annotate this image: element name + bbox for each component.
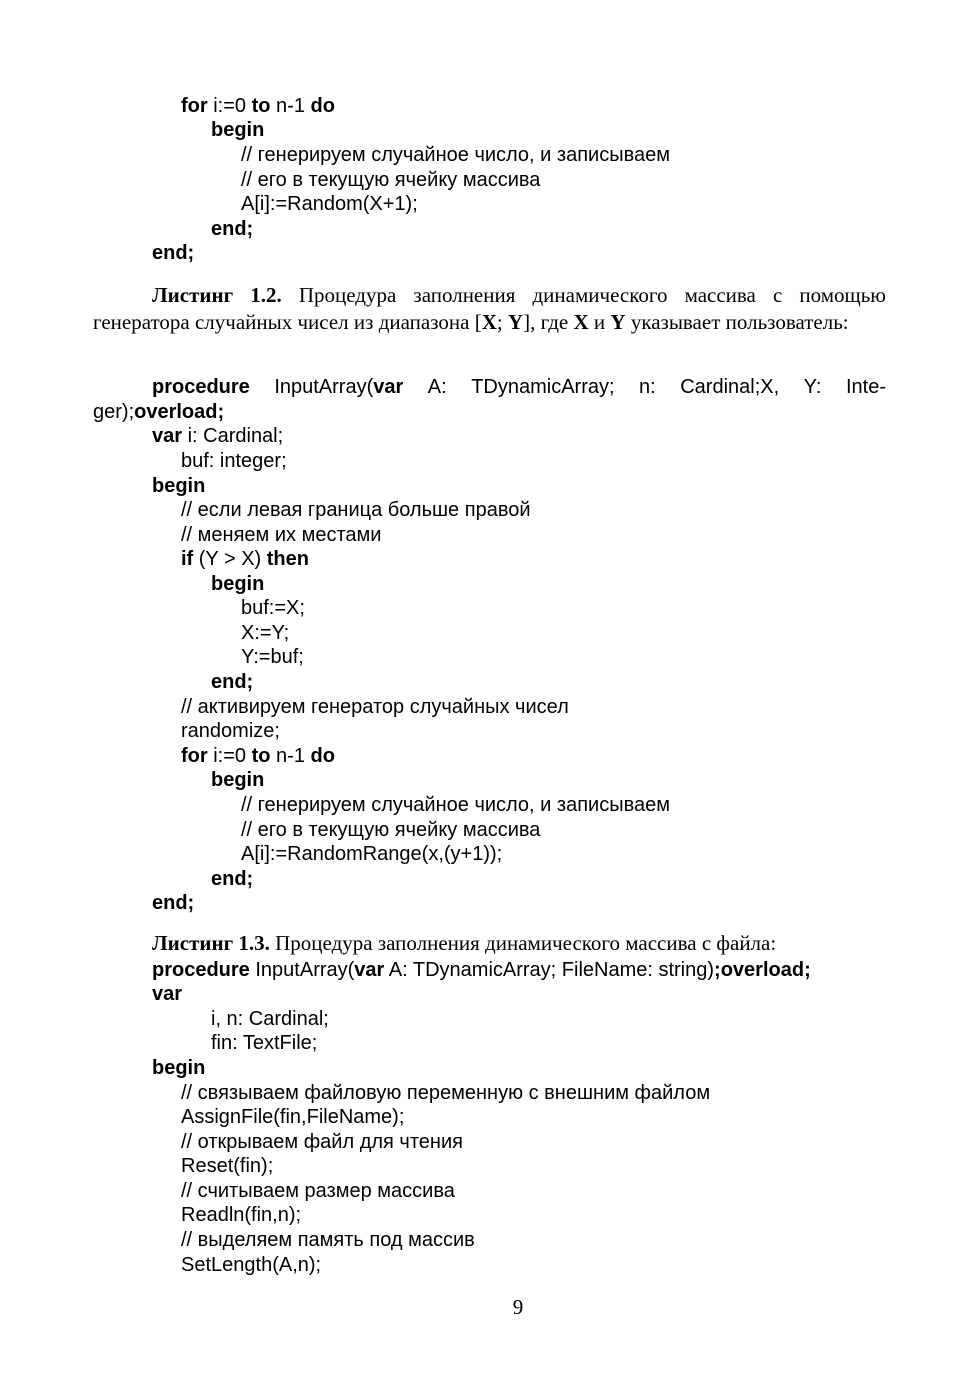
code-line bbox=[152, 375, 886, 399]
code-comment: // его в текущую ячейку массива bbox=[241, 169, 541, 191]
code-text: Cardinal;X, bbox=[680, 376, 780, 398]
code-text: Inte- bbox=[845, 376, 886, 398]
code-text: n: bbox=[639, 376, 656, 398]
code-line: X:=Y; bbox=[241, 622, 290, 644]
code-text: InputArray( bbox=[274, 376, 374, 398]
code-line: i, n: Cardinal; bbox=[211, 1008, 329, 1030]
caption-text: ; bbox=[496, 310, 508, 334]
keyword: then bbox=[266, 548, 309, 570]
code-line: Y:=buf; bbox=[241, 646, 304, 668]
keyword: to bbox=[251, 95, 271, 117]
listing-caption bbox=[93, 282, 886, 336]
code-line bbox=[181, 94, 335, 118]
code-text: n-1 bbox=[270, 95, 311, 117]
code-comment: // генерируем случайное число, и записываем bbox=[241, 144, 670, 166]
code-line: Readln(fin,n); bbox=[181, 1204, 302, 1226]
code-text: A: TDynamicArray; FileName: string) bbox=[384, 959, 715, 981]
code-line bbox=[181, 744, 335, 768]
caption-text: ], где bbox=[523, 310, 574, 334]
code-line: end; bbox=[211, 218, 254, 240]
code-line: buf: integer; bbox=[181, 450, 287, 472]
code-comment: // активируем генератор случайных чисел bbox=[181, 696, 569, 718]
code-line bbox=[93, 400, 224, 424]
code-comment: // связываем файловую переменную с внешним файлом bbox=[181, 1082, 711, 1104]
keyword: ;overload; bbox=[714, 959, 811, 981]
code-text: i:=0 bbox=[207, 745, 252, 767]
code-line bbox=[152, 424, 283, 448]
code-comment: // выделяем память под массив bbox=[181, 1229, 475, 1251]
keyword: procedure bbox=[152, 959, 250, 981]
keyword: var bbox=[373, 376, 404, 398]
listing-label: Листинг 1.3. bbox=[152, 931, 270, 955]
code-text: (Y > X) bbox=[193, 548, 267, 570]
keyword: do bbox=[310, 95, 335, 117]
code-line: end; bbox=[211, 868, 254, 890]
code-text: A: bbox=[427, 376, 447, 398]
keyword: overload; bbox=[134, 401, 225, 423]
keyword: procedure bbox=[152, 376, 250, 398]
caption-text: X bbox=[481, 310, 497, 334]
code-line: begin bbox=[152, 475, 206, 497]
code-line: begin bbox=[211, 119, 265, 141]
code-line: begin bbox=[211, 573, 265, 595]
code-line: buf:=X; bbox=[241, 597, 305, 619]
listing-caption bbox=[93, 930, 886, 957]
keyword: do bbox=[310, 745, 335, 767]
keyword: var bbox=[152, 425, 183, 447]
code-line: begin bbox=[211, 769, 265, 791]
code-comment: // его в текущую ячейку массива bbox=[241, 819, 541, 841]
code-line: AssignFile(fin,FileName); bbox=[181, 1106, 405, 1128]
keyword: if bbox=[181, 548, 194, 570]
code-line: end; bbox=[211, 671, 254, 693]
code-line: begin bbox=[152, 1057, 206, 1079]
code-line: Reset(fin); bbox=[181, 1155, 274, 1177]
code-comment: // открываем файл для чтения bbox=[181, 1131, 463, 1153]
keyword: to bbox=[251, 745, 271, 767]
keyword: for bbox=[181, 95, 208, 117]
caption-text: X bbox=[573, 310, 589, 334]
code-text bbox=[274, 375, 403, 399]
code-line: end; bbox=[152, 242, 195, 264]
code-line: SetLength(A,n); bbox=[181, 1254, 322, 1276]
code-line: A[i]:=RandomRange(x,(y+1)); bbox=[241, 843, 503, 865]
code-line: randomize; bbox=[181, 720, 280, 742]
caption-text: и bbox=[588, 310, 611, 334]
caption-text: указывает пользователь: bbox=[625, 310, 849, 334]
code-comment: // генерируем случайное число, и записываем bbox=[241, 794, 670, 816]
code-text: ger); bbox=[93, 401, 135, 423]
caption-text: Y bbox=[507, 310, 524, 334]
code-text: i:=0 bbox=[207, 95, 252, 117]
listing-label: Листинг 1.2. bbox=[152, 283, 282, 307]
code-line: end; bbox=[152, 892, 195, 914]
code-line: A[i]:=Random(X+1); bbox=[241, 193, 418, 215]
code-line: var bbox=[152, 983, 183, 1005]
caption-text: Процедура заполнения динамического массива с помощью генератора случайных чисел из диапазона [ bbox=[93, 283, 886, 334]
page-number: 9 bbox=[512, 1295, 524, 1319]
code-comment: // считываем размер массива bbox=[181, 1180, 455, 1202]
code-text: n-1 bbox=[270, 745, 311, 767]
keyword: var bbox=[354, 959, 385, 981]
caption-text: Y bbox=[610, 310, 626, 334]
code-text: i: Cardinal; bbox=[182, 425, 284, 447]
code-line: fin: TextFile; bbox=[211, 1032, 318, 1054]
code-text: TDynamicArray; bbox=[471, 376, 615, 398]
keyword: for bbox=[181, 745, 208, 767]
code-comment: // если левая граница больше правой bbox=[181, 499, 531, 521]
code-line bbox=[181, 547, 309, 571]
code-text: InputArray( bbox=[249, 959, 355, 981]
code-comment: // меняем их местами bbox=[181, 524, 382, 546]
code-text: Y: bbox=[803, 376, 822, 398]
code-line bbox=[152, 958, 811, 982]
caption-text: Процедура заполнения динамического массива с файла: bbox=[269, 931, 777, 955]
